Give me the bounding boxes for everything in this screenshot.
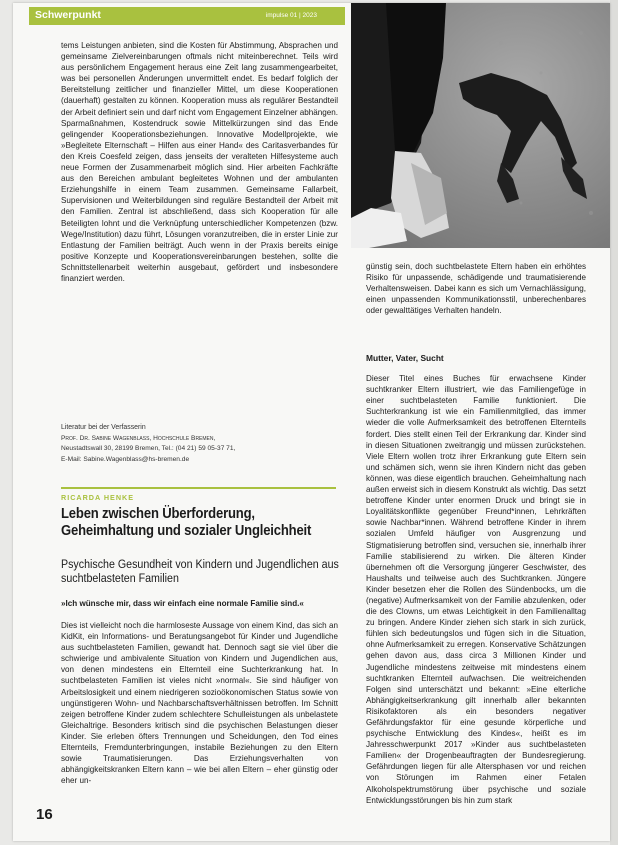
section-heading: Mutter, Vater, Sucht xyxy=(366,353,444,363)
article-divider xyxy=(61,487,336,489)
article-body-right-top xyxy=(366,261,586,316)
article-photo xyxy=(351,3,610,248)
photo-illustration xyxy=(351,3,610,248)
page-edge xyxy=(610,0,618,845)
literature-email: E-Mail: Sabine.Wagenblass@hs-bremen.de xyxy=(61,455,190,463)
literature-address: Neustadtswall 30, 28199 Bremen, Tel.: (04 21) 59 05-37 71, xyxy=(61,445,236,453)
article-subheadline: Psychische Gesundheit von Kindern und Jugendlichen aus suchtbelasteten Familien xyxy=(61,557,339,586)
literature-author: Prof. Dr. Sabine Wagenblass, Hochschule Bremen, xyxy=(61,434,216,442)
page-number: 16 xyxy=(36,806,53,823)
literature-title: Literatur bei der Verfasserin xyxy=(61,424,146,431)
rubric-label: Schwerpunkt xyxy=(35,9,101,21)
article-author: RICARDA HENKE xyxy=(61,493,135,502)
article-lead-quote: »Ich wünsche mir, dass wir einfach eine normale Familie sind.« xyxy=(61,599,304,608)
paragraph: Dieser Titel eines Buches für erwachsene Kinder suchtkranker Eltern illustriert, wie das Familiengefüge in einer suchtbelasteten Familie funktioniert. Die Suchterkrankung ist wie ein Familienmitglied, das immer wieder die volle Aufmerksamkeit des betroffenen Elternteils fordert. Dies stellt einen Teil der Erkrankung dar. Kinder sind in diesen Situationen zweitrangig und müssen zurückstehen. Viele Eltern wollen trotz ihrer Erkrankung gute Eltern sein und schämen sich, wenn sie ihren Kindern nicht das geben können, was diese eigentlich brauchen. Geheimhaltung nach außen erweist sich in diesem Konstrukt als wichtig. Das setzt betroffene Kinder unter enormen Druck und bringt sie in Loyalitätskonflikte gegenüber Freund*innen, Lehrkräften sowie Nachbar*innen. Während betroffene Kinder in ihrem sozialen Umfeld häufiger von Ausgrenzung und Stigmatisierung betroffen sind, versuchen sie, innerhalb ihrer Familie stabilisierend zu wirken. Die älteren Kinder übernehmen oft die Versorgung jüngerer Geschwister, des Haushalts und teilweise auch des Suchtkranken. Jüngere Kinder besetzen eher die Rollen des Sündenbocks, um die (negative) Aufmerksamkeit von der Familie abzulenken, oder die des Clowns, um etwas Leichtigkeit in den Familienalltag zu bringen. Andere Kinder ziehen sich stark in sich zurück, fühlen sich bedeutungslos und fügen sich in die Situation, ohne Aufmerksamkeit zu erregen. Konservative Schätzungen gehen davon aus, dass circa 3 Millionen Kinder und Jugendliche mindestens zeitweise mit mindestens einem suchtkranken Elternteil aufwachsen. Die weitreichenden Folgen sind unterschätzt und bekannt: »Eine elterliche Abhängigkeitserkrankung gilt innerhalb aller bekannten Risikofaktoren als ein besonders negativer Gefährdungsfaktor für eine gesunde körperliche und psychische Entwicklung des Kindes«, heißt es im Jahresschwerpunkt 2017 »Kinder aus suchtbelasteten Familien« der Drogenbeauftragten der Bundesregierung. Gefährdungen liegen für alle Altersphasen vor und reichen von Störungen im Rahmen einer Fetalen Alkoholspektrumstörung über psychische und soziale Entwicklungsstörungen bis hin zum stark xyxy=(366,374,586,805)
literature-note xyxy=(61,423,338,465)
paragraph: tems Leistungen anbieten, sind die Kosten für Abstimmung, Absprachen und gemeinsame Zielvereinbarungen oftmals nicht miteinberechnet. Teils wird aus persönlichem Engagement heraus eine Zeit lang zusammengearbeitet, was bei personellen Änderungen unvermittelt endet. Es bedarf folglich der Bereitstellung zeitlicher und finanzieller Mittel, um diese Kooperationen (dauerhaft) gestalten zu können. Kooperation muss als regulärer Bestandteil der Arbeit definiert sein und darf nicht vom Engagement Einzelner abhängen. Sparmaßnahmen, Kostendruck sowie Mittelkürzungen sind das Ende gelingender Kooperationsbeziehungen. Innovative Modellprojekte, wie »Begleitete Elternschaft – Hilfen aus einer Hand« des Caritasverbandes für den Kreis Coesfeld zeigen, dass jenseits der veralteten Hilfesysteme auch neue Formen der Zusammenarbeit möglich sind. Hier arbeiten Fachkräfte aus den Bereichen ambulant begleitetes Wohnen und der ambulanten Erziehungshilfe in einem Team zusammen. Gemeinsame Fallarbeit, Supervisionen und Weiterbildungen sind reguläre Bestandteil der Arbeit mit den Familien. Zentral ist abschließend, dass sich Kooperation für alle Beteiligten lohnt und die Verknüpfung unterschiedlicher Kompetenzen (bzw. Wege/Institution) dazu führt, Lösungen voranzutreiben, die in erster Linie zur Entlastung der Familien beiträgt. Auch wenn in der Praxis bereits einige positive Konzepte und Kooperationsvereinbarungen bestehen, sollte die Schnittstellenarbeit weiterhin ausgebaut, gefördert und insbesondere finanziert werden. xyxy=(61,41,338,283)
paragraph: günstig sein, doch suchtbelastete Eltern haben ein erhöhtes Risiko für unpassende, schädigende und traumatisierende Verhaltensweisen. Dabei kann es sich um Vernachlässigung, einen unpassenden Kommunikationsstil, unberechenbares oder gewalttätiges Verhalten handeln. xyxy=(366,262,586,316)
article-text-continued xyxy=(61,40,338,284)
paragraph: Dies ist vielleicht noch die harmloseste Aussage von einem Kind, das sich an KidKit, ein Informations- und Beratungsangebot für Kinder und Jugendliche aus suchtbelasteten Familien, gewandt hat. Dennoch sagt sie viel über die schwierige und ambivalente Situation von Kindern und Jugendlichen aus, von denen mindestens ein Elternteil eine Suchterkrankung hat. In suchtbelasteten Familien ist vieles nicht »normal«. Sie sind häufiger von Arbeitslosigkeit und einem niedrigeren sozioökonomischen Status sowie von ungünstigeren Wohn- und Nachbarschaftsverhältnissen betroffen. Im Schnitt zeigen betroffene Kinder zudem schlechtere Schulleistungen als unbelastete Gleichaltrige. Besonders kritisch sind die psychischen Belastungen dieser Kinder. Sie erleben öfters Trennungen und Scheidungen, den Tod eines Elternteils, Fremdunterbringungen, instabile Beziehungen zu den Eltern sowie Traumatisierungen. Das Erziehungsverhalten von abhängigkeitskranken Eltern kann – wie bei allen Eltern – eher günstig oder eher un- xyxy=(61,621,338,786)
article-body-left xyxy=(61,620,338,786)
article-headline: Leben zwischen Überforderung, Geheimhaltung und sozialer Ungleichheit xyxy=(61,505,312,539)
magazine-page xyxy=(13,3,610,841)
header-bar xyxy=(29,7,345,25)
article-body-right xyxy=(366,365,586,814)
issue-label: impulse 01 | 2023 xyxy=(265,12,317,19)
